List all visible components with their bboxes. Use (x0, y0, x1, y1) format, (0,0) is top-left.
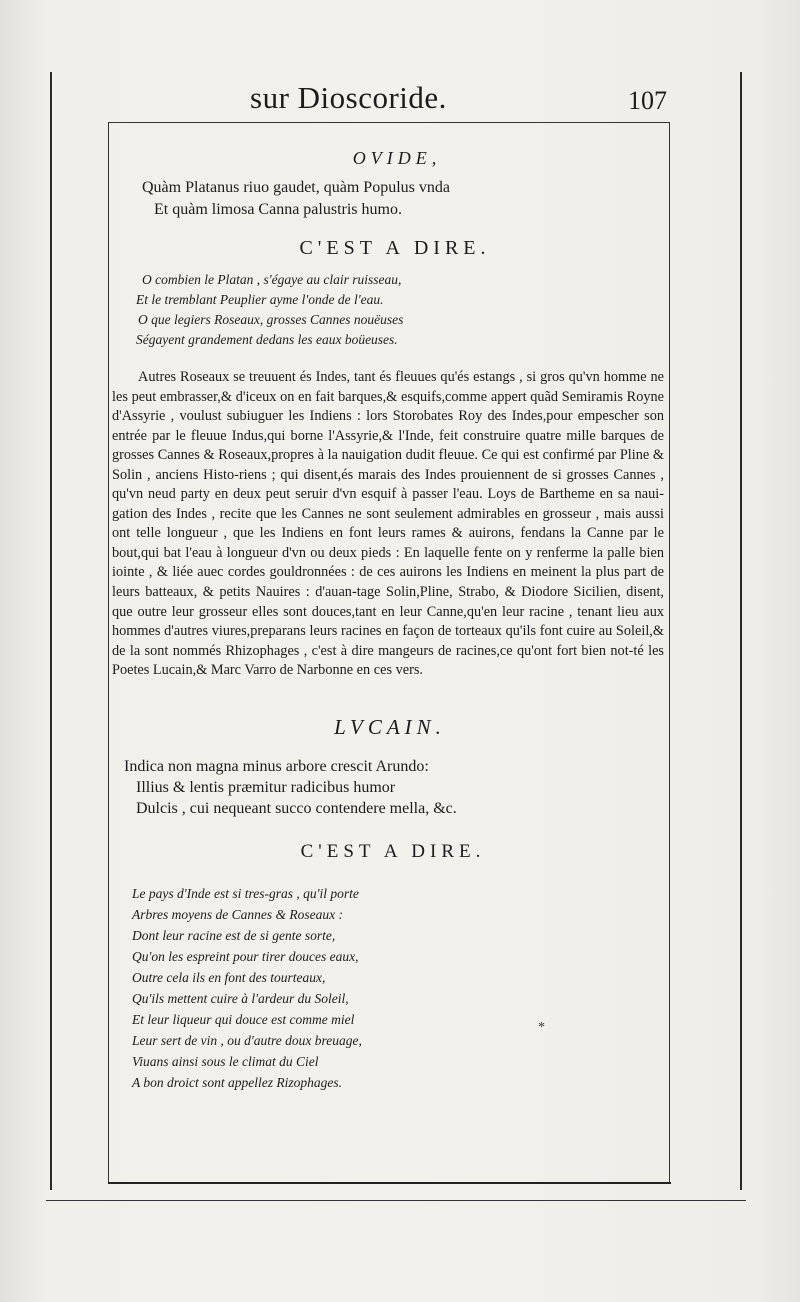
bottom-rule (108, 1182, 671, 1184)
latin-line: Indica non magna minus arbore crescit Arundo: (124, 757, 429, 775)
verse-line: Outre cela ils en font des tourteaux, (132, 969, 326, 985)
verse-line: Viuans ainsi sous le climat du Ciel (132, 1053, 319, 1069)
latin-quote-lucain (124, 756, 668, 819)
verse-line: Et leur liqueur qui douce est comme miel (132, 1011, 355, 1027)
verse-line: O combien le Platan , s'égaye au clair ruisseau, (142, 272, 402, 287)
verse-line: Leur sert de vin , ou d'autre doux breuage, (132, 1032, 362, 1048)
prose-paragraph: Autres Roseaux se treuuent és Indes, tant és fleuues qu'és estangs , si gros qu'vn homme ne les peut embrasser,& d'iceux on en fait barques,& esquifs,comme appert quãd Semiramis Royne d'Assyrie , voulust subiuguer les Indiens : lors Storobates Roy des Indes,pour empescher son entrée par le fleuue Indus,qui borne l'Assyrie,& l'Inde, feit construire quatre mille barques de grosses Cannes & Roseaux,propres à la nauigation dudit fleuue. Ce qui est confirmé par Pline & Solin , anciens Histo-riens ; qui disent,és marais des Indes prouiennent de si grosses Cannes , qu'vn neud party en deux peut seruir d'vn esquif à passer l'eau. Loys de Bartheme en sa naui-gation des Indes , recite que les Cannes ne sont seulement admirables en grosseur , mais aussi ont telle longueur , que les Indiens en font leurs rames & auirons, fendans la Canne par le bout,qui bat l'eau à longueur d'vn ou deux pieds : En laquelle fente on y renferme la palle bien iointe , & liée auec cordes gouldronnées : de ces auirons les Indiens en meinent la plus part de leurs batteaux, & petits Nauires : d'auan-tage Solin,Pline, Strabo, & Diodore Sicilien, disent, que outre leur grosseur elles sont douces,tant en leur Canne,qu'en leur racine , tenant lieu aux hommes d'autres viures,preparans leurs racines en façon de torteaux qu'ils font cuire au Soleil,& de la sont nommés Rhizophages , c'est à dire mangeurs de racines,ce qu'ont fort bien not-té les Poetes Lucain,& Marc Varro de Narbonne en ces vers. (112, 369, 664, 679)
latin-quote-ovide (142, 177, 668, 221)
verse-line: Ségayent grandement dedans les eaux boüeuses. (136, 332, 398, 347)
latin-line: Dulcis , cui nequeant succo contendere mella, &c. (136, 799, 457, 817)
text-block (112, 138, 668, 1093)
french-verse-2 (132, 883, 668, 1093)
verse-line: Arbres moyens de Cannes & Roseaux : (132, 906, 343, 922)
french-verse-1 (136, 270, 668, 350)
page-number: 107 (628, 86, 667, 115)
heading-ovide: OVIDE, (352, 148, 442, 168)
verse-line: Qu'on les espreint pour tirer douces eaux, (132, 948, 359, 964)
latin-line: Quàm Platanus riuo gaudet, quàm Populus vnda (142, 179, 450, 196)
heading-cest-a-dire-2: C'EST A DIRE. (300, 840, 486, 862)
latin-line: Et quàm limosa Canna palustris humo. (154, 201, 402, 218)
heading-lucain: LVCAIN. (334, 714, 446, 739)
verse-line: Qu'ils mettent cuire à l'ardeur du Soleil, (132, 990, 349, 1006)
bottom-outer-rule (46, 1200, 746, 1201)
verse-line: A bon droict sont appellez Rizophages. (132, 1074, 342, 1090)
latin-line: Illius & lentis præmitur radicibus humor (136, 778, 396, 796)
heading-cest-a-dire-1: C'EST A DIRE. (299, 237, 491, 259)
asterisk-mark: * (538, 1020, 545, 1035)
running-head: sur Dioscoride. (250, 80, 447, 115)
verse-line: O que legiers Roseaux, grosses Cannes nouëuses (138, 312, 404, 327)
verse-line: Dont leur racine est de si gente sorte, (132, 927, 336, 943)
verse-line: Le pays d'Inde est si tres-gras , qu'il porte (132, 885, 359, 901)
verse-line: Et le tremblant Peuplier ayme l'onde de l'eau. (136, 292, 384, 307)
